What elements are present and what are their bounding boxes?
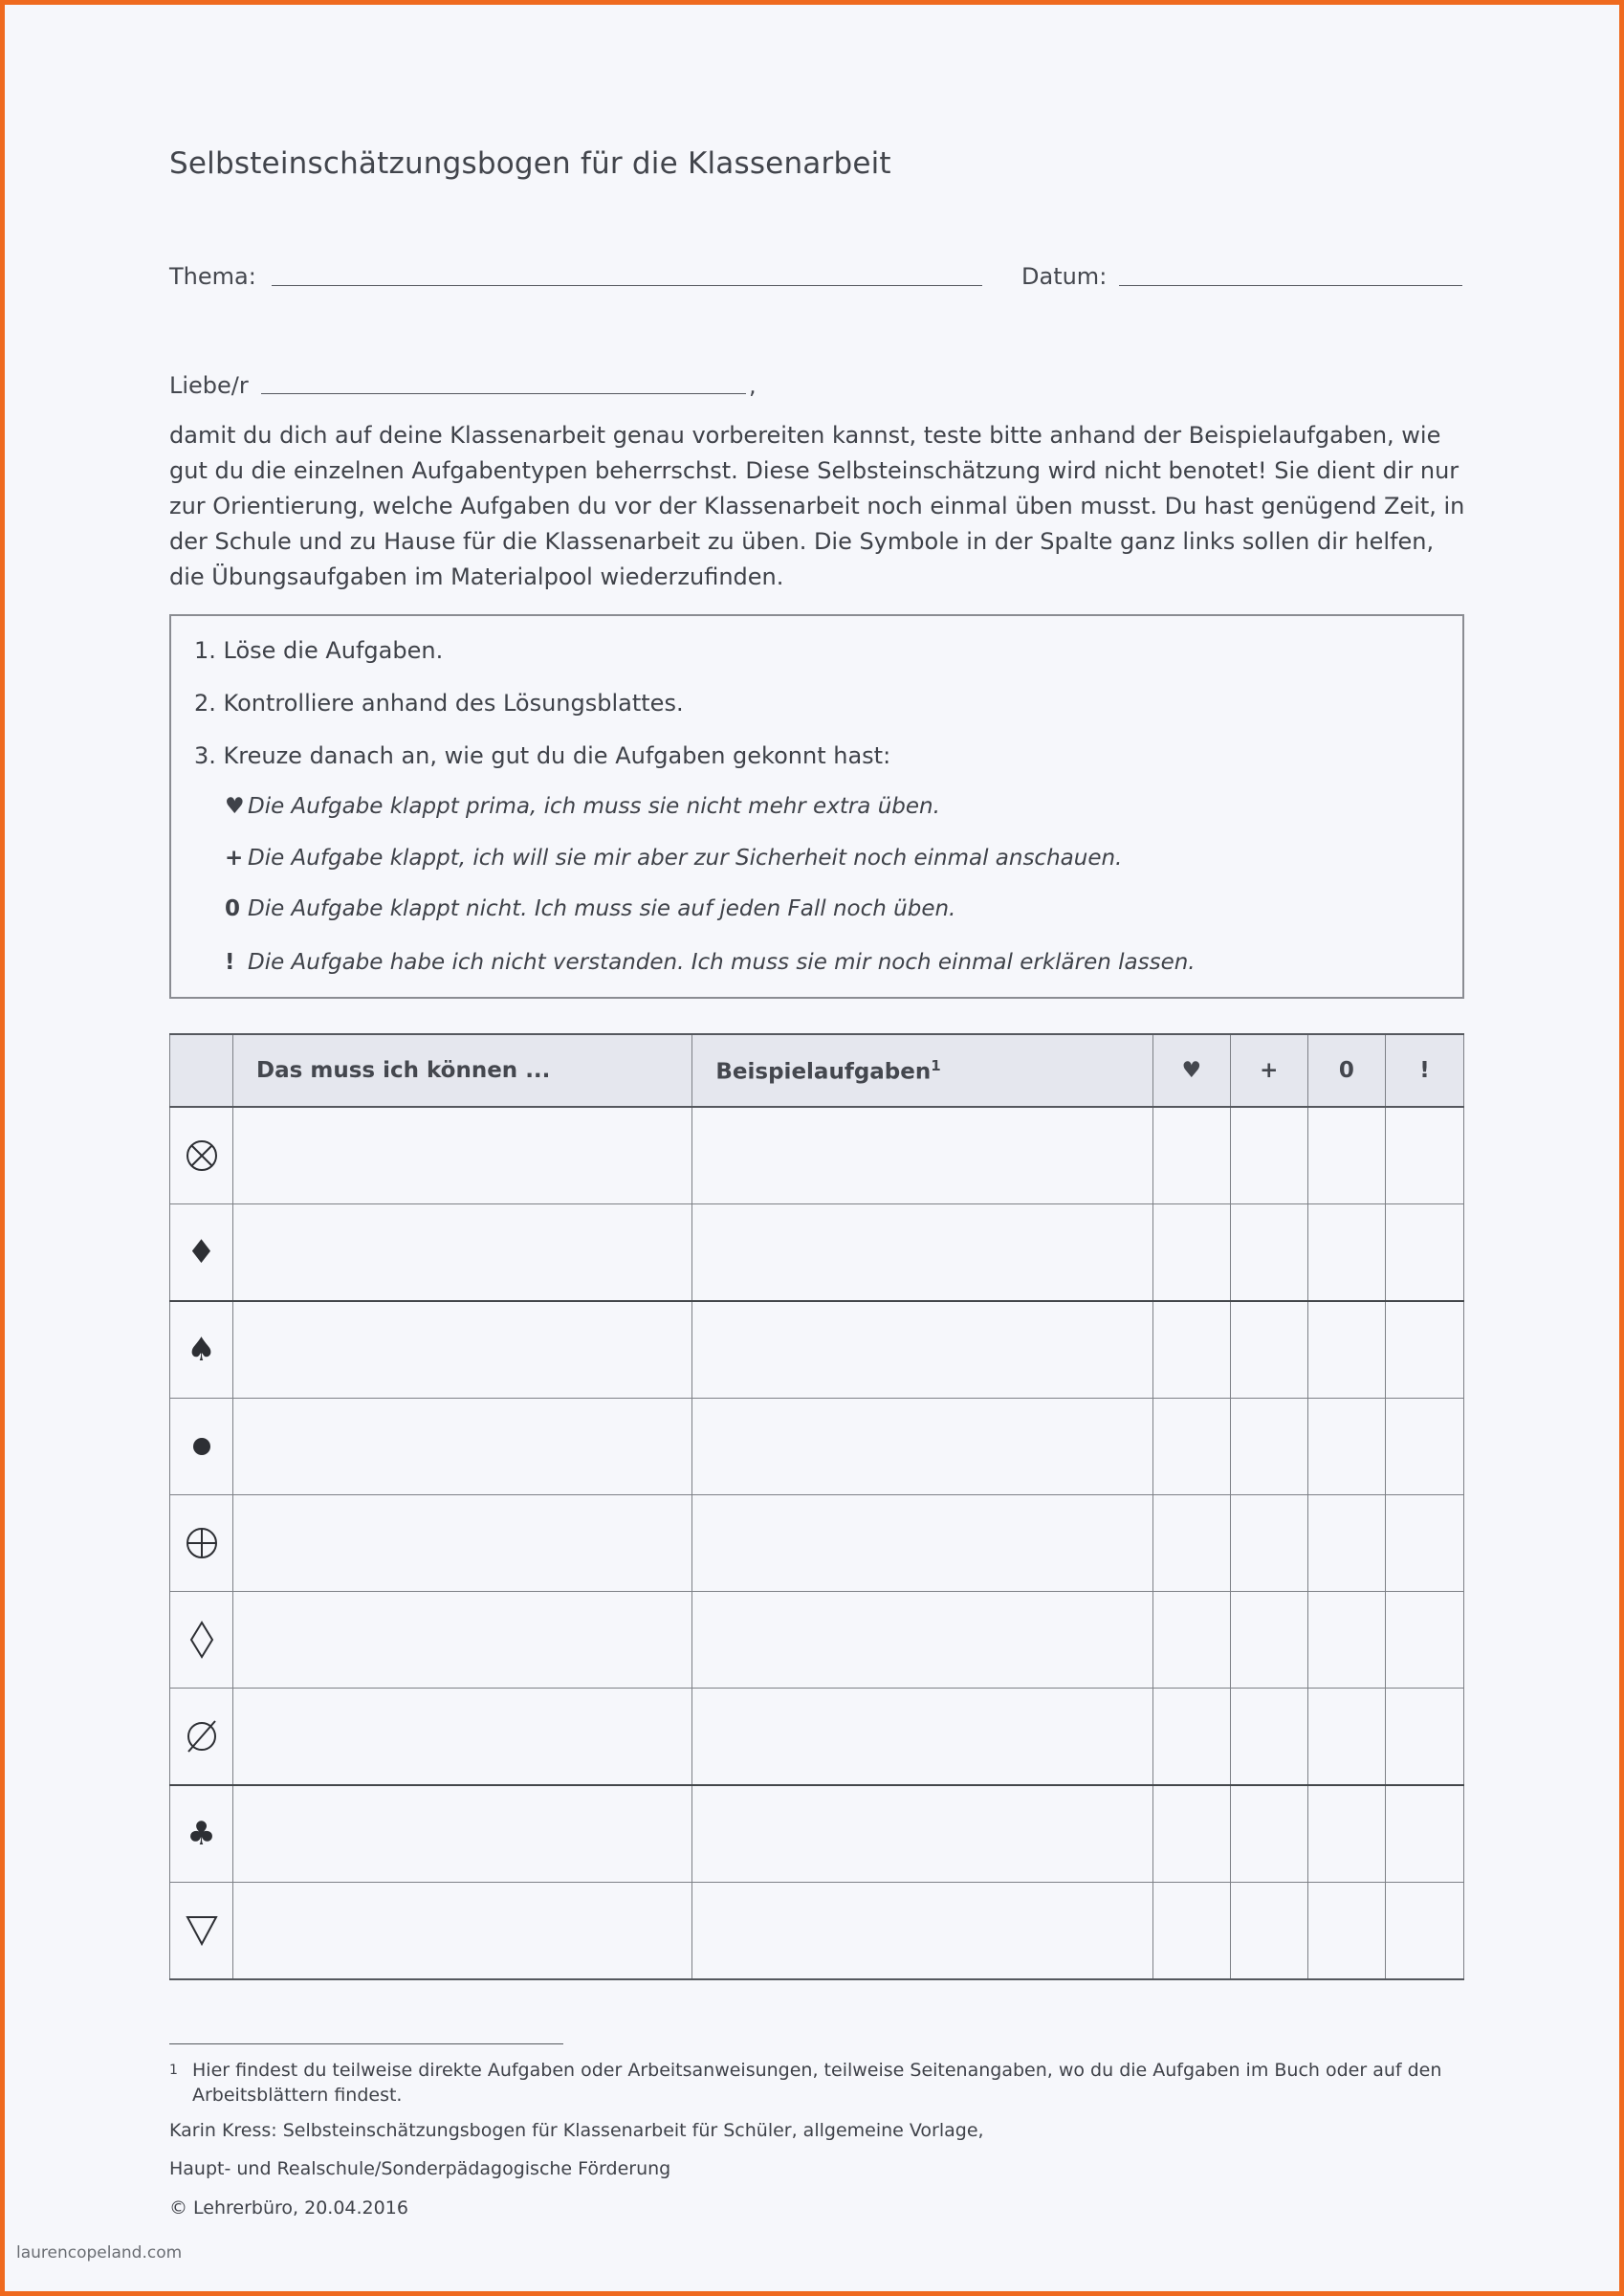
table-row (170, 1592, 1464, 1689)
skill-cell[interactable] (233, 1204, 692, 1302)
plus-checkbox[interactable] (1230, 1689, 1307, 1786)
dot-icon (170, 1399, 233, 1495)
skill-cell[interactable] (233, 1689, 692, 1786)
skill-cell[interactable] (233, 1883, 692, 1980)
excl-checkbox[interactable] (1385, 1107, 1463, 1204)
excl-checkbox[interactable] (1385, 1592, 1463, 1689)
heart-checkbox[interactable] (1152, 1301, 1230, 1399)
excl-checkbox[interactable] (1385, 1204, 1463, 1302)
skill-cell[interactable] (233, 1785, 692, 1883)
plus-checkbox[interactable] (1230, 1107, 1307, 1204)
zero-checkbox[interactable] (1307, 1204, 1385, 1302)
table-row (170, 1301, 1464, 1399)
credit-line-1: Karin Kress: Selbsteinschätzungsbogen für Klassenarbeit für Schüler, allgemeine Vorlage, (169, 2120, 984, 2141)
examples-column-header: Beispielaufgaben$^1$ (692, 1034, 1152, 1107)
plus-checkbox[interactable] (1230, 1399, 1307, 1495)
instruction-box (169, 614, 1464, 999)
zero-checkbox[interactable] (1307, 1301, 1385, 1399)
heart-checkbox[interactable] (1152, 1204, 1230, 1302)
footnote-text: Hier findest du teilweise direkte Aufgaben oder Arbeitsanweisungen, teilweise Seitenangaben, wo du die Aufgaben im Buch oder auf den Arbeitsblättern findest. (192, 2060, 1442, 2106)
spade-icon: ♠ (170, 1301, 233, 1399)
plus-checkbox[interactable] (1230, 1301, 1307, 1399)
plus-checkbox[interactable] (1230, 1592, 1307, 1689)
thema-label: Thema: (169, 263, 256, 290)
footnote (169, 2058, 1451, 2108)
footnote-divider (169, 2043, 563, 2044)
example-cell[interactable] (692, 1883, 1152, 1980)
zero-checkbox[interactable] (1307, 1883, 1385, 1980)
step-3: 3. Kreuze danach an, wie gut du die Aufgaben gekonnt hast: (194, 742, 891, 769)
club-icon: ♣ (170, 1785, 233, 1883)
diamond-icon: ♦ (170, 1204, 233, 1302)
zero-checkbox[interactable] (1307, 1495, 1385, 1592)
heart-checkbox[interactable] (1152, 1883, 1230, 1980)
table-row (170, 1495, 1464, 1592)
intro-paragraph: damit du dich auf deine Klassenarbeit genau vorbereiten kannst, teste bitte anhand der Beispielaufgaben, wie gut du die einzelnen Aufgabentypen beherrschst. Diese Selbsteinschätzung wird nicht benotet! Sie dient dir nur zur Orientierung, welche Aufgaben du vor der Klassenarbeit noch einmal üben musst. Du hast genügend Zeit, in der Schule und zu Hause für die Klassenarbeit zu üben. Die Symbole in der Spalte ganz links sollen dir helfen, die Übungsaufgaben im Materialpool wiederzufinden. (169, 422, 1465, 590)
example-cell[interactable] (692, 1592, 1152, 1689)
heart-checkbox[interactable] (1152, 1399, 1230, 1495)
assessment-table (169, 1033, 1464, 1980)
thema-field[interactable] (272, 285, 982, 286)
zero-checkbox[interactable] (1307, 1107, 1385, 1204)
table-header-row (170, 1034, 1464, 1107)
excl-checkbox[interactable] (1385, 1495, 1463, 1592)
symbol-column-header (170, 1034, 233, 1107)
table-row (170, 1883, 1464, 1980)
zero-checkbox[interactable] (1307, 1399, 1385, 1495)
heart-column-header: ♥ (1152, 1034, 1230, 1107)
example-cell[interactable] (692, 1495, 1152, 1592)
example-cell[interactable] (692, 1204, 1152, 1302)
table-row (170, 1107, 1464, 1204)
circled-times-icon (170, 1107, 233, 1204)
excl-column-header: ! (1385, 1034, 1463, 1107)
zero-icon: 0 (225, 896, 241, 921)
example-cell[interactable] (692, 1785, 1152, 1883)
legend-item: 0 Die Aufgabe klappt nicht. Ich muss sie auf jeden Fall noch üben. (225, 896, 956, 921)
footnote-number: 1 (169, 2063, 178, 2078)
step-1: 1. Löse die Aufgaben. (194, 637, 444, 664)
name-field[interactable] (261, 393, 746, 394)
circled-plus-icon (170, 1495, 233, 1592)
legend-item: ♥ Die Aufgabe klappt prima, ich muss sie nicht mehr extra üben. (225, 794, 940, 819)
heart-checkbox[interactable] (1152, 1495, 1230, 1592)
skill-cell[interactable] (233, 1399, 692, 1495)
zero-checkbox[interactable] (1307, 1785, 1385, 1883)
legend-item: ! Die Aufgabe habe ich nicht verstanden. Ich muss sie mir noch einmal erklären lassen. (225, 950, 1196, 975)
comma: , (749, 372, 757, 399)
zero-checkbox[interactable] (1307, 1592, 1385, 1689)
excl-checkbox[interactable] (1385, 1689, 1463, 1786)
lozenge-icon (170, 1592, 233, 1689)
plus-checkbox[interactable] (1230, 1785, 1307, 1883)
credit-line-2: Haupt- und Realschule/Sonderpädagogische Förderung (169, 2158, 671, 2179)
liebe-label: Liebe/r (169, 372, 249, 399)
table-row (170, 1399, 1464, 1495)
watermark: laurencopeland.com (16, 2243, 183, 2263)
skill-cell[interactable] (233, 1592, 692, 1689)
table-row (170, 1785, 1464, 1883)
exclamation-icon: ! (225, 950, 235, 975)
legend-item: + Die Aufgabe klappt, ich will sie mir aber zur Sicherheit noch einmal anschauen. (225, 846, 1123, 871)
excl-checkbox[interactable] (1385, 1301, 1463, 1399)
heart-checkbox[interactable] (1152, 1592, 1230, 1689)
heart-icon: ♥ (225, 794, 245, 819)
empty-set-icon (170, 1689, 233, 1786)
heart-checkbox[interactable] (1152, 1785, 1230, 1883)
skill-cell[interactable] (233, 1301, 692, 1399)
example-cell[interactable] (692, 1301, 1152, 1399)
heart-checkbox[interactable] (1152, 1689, 1230, 1786)
example-cell[interactable] (692, 1399, 1152, 1495)
table-row (170, 1204, 1464, 1302)
copyright: © Lehrerbüro, 20.04.2016 (169, 2197, 408, 2219)
excl-checkbox[interactable] (1385, 1883, 1463, 1980)
plus-checkbox[interactable] (1230, 1204, 1307, 1302)
heart-checkbox[interactable] (1152, 1107, 1230, 1204)
skill-cell[interactable] (233, 1107, 692, 1204)
plus-icon: + (225, 846, 244, 871)
excl-checkbox[interactable] (1385, 1785, 1463, 1883)
plus-checkbox[interactable] (1230, 1883, 1307, 1980)
example-cell[interactable] (692, 1107, 1152, 1204)
zero-column-header: 0 (1307, 1034, 1385, 1107)
nabla-icon (170, 1883, 233, 1980)
step-2: 2. Kontrolliere anhand des Lösungsblattes. (194, 690, 684, 717)
plus-column-header: + (1230, 1034, 1307, 1107)
excl-checkbox[interactable] (1385, 1399, 1463, 1495)
datum-field[interactable] (1119, 285, 1462, 286)
datum-label: Datum: (1021, 263, 1108, 290)
page-title: Selbsteinschätzungsbogen für die Klassenarbeit (169, 146, 891, 181)
table-row (170, 1689, 1464, 1786)
skill-column-header: Das muss ich können ... (233, 1034, 692, 1107)
zero-checkbox[interactable] (1307, 1689, 1385, 1786)
skill-cell[interactable] (233, 1495, 692, 1592)
plus-checkbox[interactable] (1230, 1495, 1307, 1592)
example-cell[interactable] (692, 1689, 1152, 1786)
